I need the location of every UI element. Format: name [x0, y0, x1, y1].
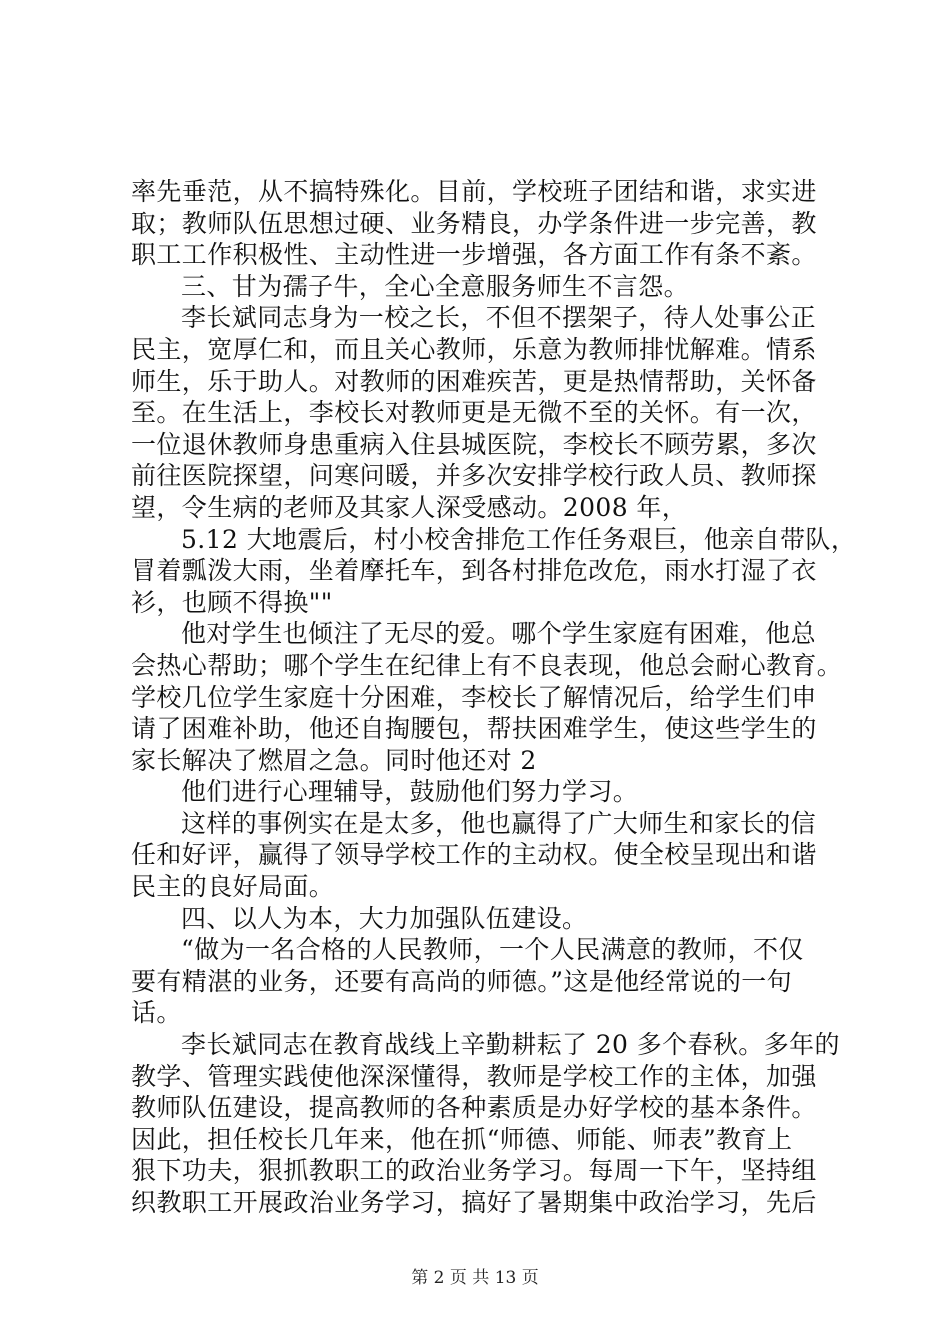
text-line: 望，令生病的老师及其家人深受感动。2008 年，	[131, 492, 688, 522]
text-line: 他们进行心理辅导，鼓励他们努力学习。	[181, 777, 639, 807]
page-footer: 第 2 页 共 13 页	[411, 1268, 539, 1288]
text-line: 至。在生活上，李校长对教师更是无微不至的关怀。有一次，	[131, 398, 817, 428]
text-line: 学校几位学生家庭十分困难，李校长了解情况后，给学生们申	[131, 682, 817, 712]
text-line: 师生，乐于助人。对教师的困难疾苦，更是热情帮助，关怀备	[131, 366, 817, 396]
text-line: 这样的事例实在是太多，他也赢得了广大师生和家长的信	[181, 808, 817, 838]
text-line: 李长斌同志身为一校之长，不但不摆架子，待人处事公正	[181, 303, 817, 333]
text-line: 家长解决了燃眉之急。同时他还对 2	[131, 745, 537, 775]
text-line: 教师队伍建设，提高教师的各种素质是办好学校的基本条件。	[131, 1093, 817, 1123]
text-line: 5.12 大地震后，村小校舍排危工作任务艰巨，他亲自带队，	[181, 524, 857, 554]
text-line: 衫，也顾不得换""	[131, 587, 333, 617]
text-line: 教学、管理实践使他深深懂得，教师是学校工作的主体，加强	[131, 1061, 817, 1091]
text-line: 会热心帮助；哪个学生在纪律上有不良表现，他总会耐心教育。	[131, 650, 843, 680]
text-line: 狠下功夫，狠抓教职工的政治业务学习。每周一下午，坚持组	[131, 1156, 817, 1186]
text-line: 话。	[131, 998, 182, 1028]
text-line: 职工工作积极性、主动性进一步增强，各方面工作有条不紊。	[131, 240, 817, 270]
text-line: 他对学生也倾注了无尽的爱。哪个学生家庭有困难，他总	[181, 619, 817, 649]
text-line: 冒着瓢泼大雨，坐着摩托车，到各村排危改危，雨水打湿了衣	[131, 556, 817, 586]
text-line: 四、以人为本，大力加强队伍建设。	[181, 903, 588, 933]
text-line: 三、甘为孺子牛，全心全意服务师生不言怨。	[181, 271, 690, 301]
text-line: “做为一名合格的人民教师，一个人民满意的教师，不仅	[181, 935, 804, 965]
text-line: 前往医院探望，问寒问暖，并多次安排学校行政人员、教师探	[131, 461, 817, 491]
text-line: 率先垂范，从不搞特殊化。目前，学校班子团结和谐，求实进	[131, 177, 817, 206]
text-line: 要有精湛的业务，还要有高尚的师德。”这是他经常说的一句	[131, 966, 793, 996]
text-line: 取；教师队伍思想过硬、业务精良，办学条件进一步完善，教	[131, 208, 817, 238]
text-line: 任和好评，赢得了领导学校工作的主动权。使全校呈现出和谐	[131, 840, 817, 870]
text-line: 一位退休教师身患重病入住县城医院，李校长不顾劳累，多次	[131, 429, 817, 459]
document-body	[131, 176, 857, 1219]
text-line: 织教职工开展政治业务学习，搞好了暑期集中政治学习，先后	[131, 1188, 817, 1217]
text-line: 民主，宽厚仁和，而且关心教师，乐意为教师排忧解难。情系	[131, 334, 817, 364]
text-line: 民主的良好局面。	[131, 872, 335, 902]
text-line: 因此，担任校长几年来，他在抓“师德、师能、师表”教育上	[131, 1124, 793, 1154]
text-line: 请了困难补助，他还自掏腰包，帮扶困难学生，使这些学生的	[131, 714, 817, 744]
text-line: 李长斌同志在教育战线上辛勤耕耘了 20 多个春秋。多年的	[181, 1030, 840, 1060]
